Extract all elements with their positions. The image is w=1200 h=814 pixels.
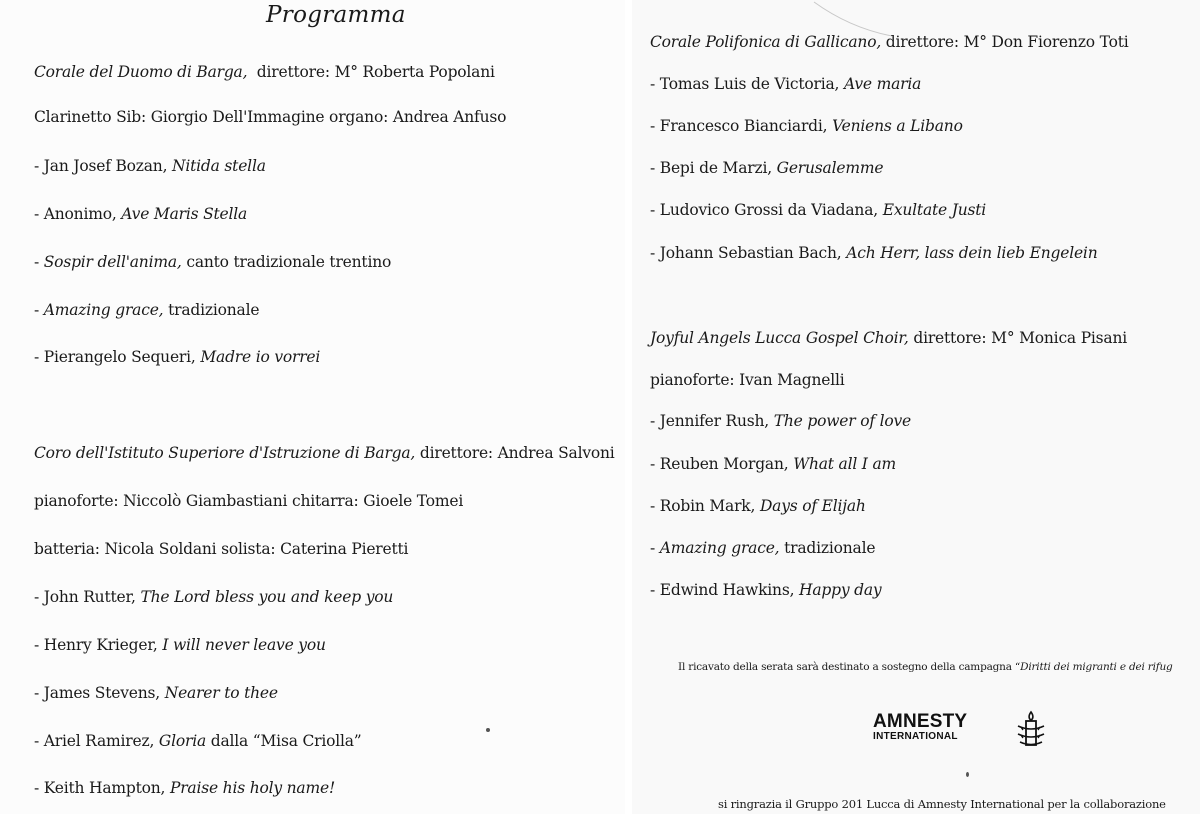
programme-title: Programma — [266, 2, 406, 28]
choir2-director: direttore: Andrea Salvoni — [415, 444, 615, 462]
amnesty-logo-line1: AMNESTY — [873, 711, 968, 732]
piece-item: - James Stevens, Nearer to thee — [34, 684, 278, 702]
choir4-musicians: pianoforte: Ivan Magnelli — [650, 371, 845, 389]
proceeds-note: Il ricavato della serata sarà destinato a sostegno della campagna “Diritti dei migranti e dei rifug — [678, 661, 1173, 673]
piece-item: - Robin Mark, Days of Elijah — [650, 497, 866, 515]
choir1-name: Corale del Duomo di Barga, — [34, 63, 248, 81]
piece-item: - John Rutter, The Lord bless you and keep you — [34, 588, 394, 606]
print-speck — [486, 728, 490, 732]
choir2-musicians-1: pianoforte: Niccolò Giambastiani chitarra: Gioele Tomei — [34, 492, 464, 510]
candle-barbed-wire-icon — [1014, 710, 1048, 750]
piece-item: - Anonimo, Ave Maris Stella — [34, 205, 248, 223]
piece-item: - Amazing grace, tradizionale — [650, 539, 876, 557]
piece-item: - Sospir dell'anima, canto tradizionale trentino — [34, 253, 392, 271]
piece-item: - Edwind Hawkins, Happy day — [650, 581, 882, 599]
amnesty-logo-line2: INTERNATIONAL — [873, 731, 958, 742]
choir3-director: direttore: M° Don Fiorenzo Toti — [881, 33, 1129, 51]
choir4-director: direttore: M° Monica Pisani — [908, 329, 1128, 347]
choir2-musicians-2: batteria: Nicola Soldani solista: Caterina Pieretti — [34, 540, 409, 558]
choir4-name: Joyful Angels Lucca Gospel Choir, — [650, 329, 909, 347]
print-speck — [966, 772, 969, 777]
piece-item: - Francesco Bianciardi, Veniens a Libano — [650, 117, 963, 135]
choir4-heading — [650, 328, 1127, 348]
piece-item: - Tomas Luis de Victoria, Ave maria — [650, 75, 922, 93]
piece-item: - Bepi de Marzi, Gerusalemme — [650, 159, 884, 177]
thanks-note: si ringrazia il Gruppo 201 Lucca di Amnesty International per la collaborazione — [718, 797, 1166, 811]
page-gap — [625, 0, 632, 814]
choir2-name: Coro dell'Istituto Superiore d'Istruzione di Barga, — [34, 444, 416, 462]
piece-item: - Ariel Ramirez, Gloria dalla “Misa Criolla” — [34, 732, 362, 750]
choir3-name: Corale Polifonica di Gallicano, — [650, 33, 882, 51]
piece-item: - Pierangelo Sequeri, Madre io vorrei — [34, 348, 321, 366]
choir1-director: direttore: M° Roberta Popolani — [256, 63, 495, 81]
piece-item: - Jan Josef Bozan, Nitida stella — [34, 157, 266, 175]
piece-item: - Johann Sebastian Bach, Ach Herr, lass dein lieb Engelein — [650, 244, 1098, 262]
choir2-heading — [34, 443, 615, 463]
choir1-heading — [34, 62, 495, 82]
choir1-musicians: Clarinetto Sib: Giorgio Dell'Immagine organo: Andrea Anfuso — [34, 108, 507, 126]
piece-item: - Ludovico Grossi da Viadana, Exultate Justi — [650, 201, 987, 219]
piece-item: - Amazing grace, tradizionale — [34, 301, 260, 319]
piece-item: - Jennifer Rush, The power of love — [650, 412, 912, 430]
campaign-name: Diritti dei migranti e dei rifug — [1020, 661, 1173, 673]
piece-item: - Reuben Morgan, What all I am — [650, 455, 897, 473]
amnesty-logo — [873, 712, 967, 742]
choir3-heading — [650, 32, 1129, 52]
piece-item: - Henry Krieger, I will never leave you — [34, 636, 326, 654]
piece-item: - Keith Hampton, Praise his holy name! — [34, 779, 335, 797]
